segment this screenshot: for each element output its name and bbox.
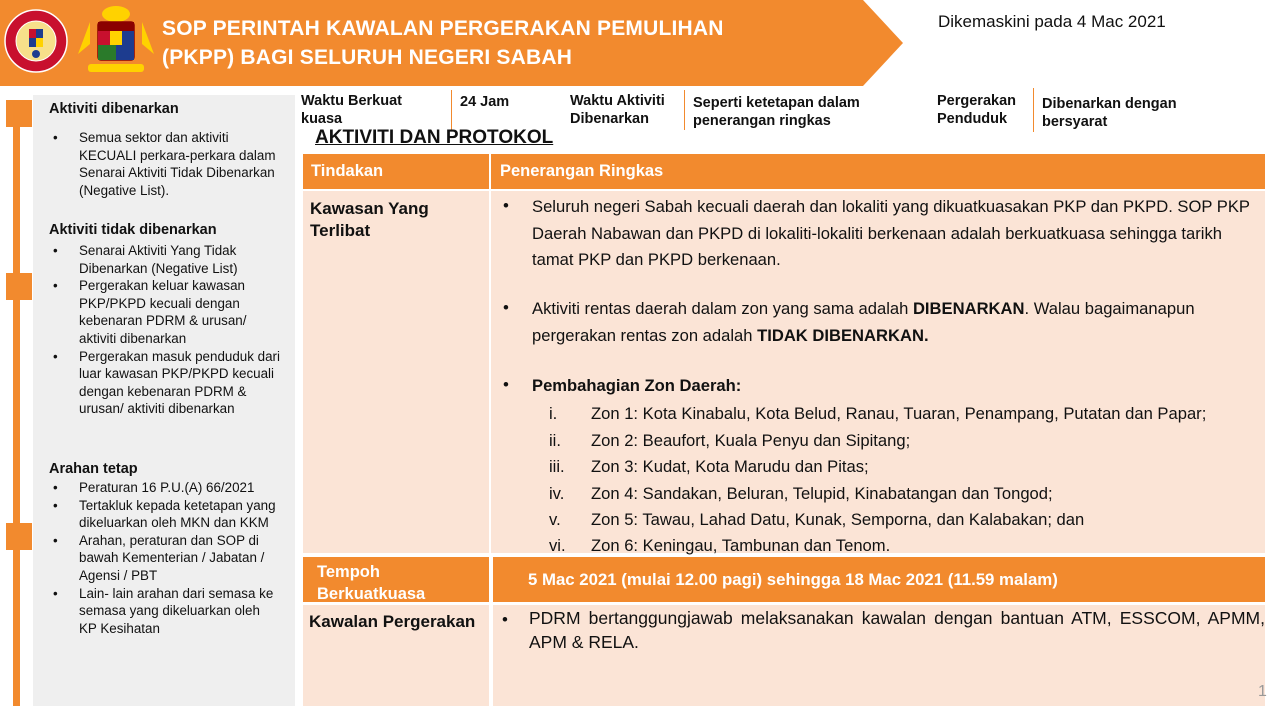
zone-text: Zon 1: Kota Kinabalu, Kota Belud, Ranau, Tuaran, Penampang, Putatan dan Papar; — [591, 404, 1207, 423]
pergerakan-label: Pergerakan Penduduk — [937, 93, 1016, 127]
waktu-aktiviti-value: Seperti ketetapan dalam penerangan ringkas — [693, 95, 860, 129]
timeline-line — [13, 100, 20, 706]
bullet: • — [503, 196, 509, 215]
waktu-berkuat-label: Waktu Berkuat kuasa — [301, 93, 402, 127]
timeline-marker-1 — [6, 100, 32, 127]
bullet: • — [502, 610, 508, 629]
table-header-row — [303, 154, 1265, 189]
section-title: AKTIVITI DAN PROTOKOL — [315, 127, 554, 148]
zone-text: Zon 3: Kudat, Kota Marudu dan Pitas; — [591, 457, 869, 476]
text-part: Aktiviti rentas daerah dalam zon yang sama adalah — [532, 299, 913, 318]
waktu-berkuat-value: 24 Jam — [460, 94, 510, 110]
pergerakan-value: Dibenarkan dengan bersyarat — [1042, 96, 1177, 130]
last-updated-text: Dikemaskini pada 4 Mac 2021 — [938, 12, 1166, 31]
coat-of-arms-logo — [74, 4, 158, 78]
bullet: • — [503, 298, 509, 317]
sidebar-section3-title: Arahan tetap — [49, 461, 138, 477]
list-item: • Peraturan 16 P.U.(A) 66/2021 — [49, 479, 281, 497]
timeline-marker-3 — [6, 523, 32, 550]
nsc-logo — [4, 7, 68, 75]
zone-text: Zon 2: Beaufort, Kuala Penyu dan Sipitang; — [591, 431, 911, 450]
timeline-marker-2 — [6, 273, 32, 300]
zone-text: Zon 6: Keningau, Tambunan dan Tenom. — [591, 536, 891, 555]
waktu-aktiviti-label: Waktu Aktiviti Dibenarkan — [570, 93, 665, 127]
sidebar-section3-list — [49, 479, 281, 637]
bullet: • — [503, 375, 509, 394]
table-header-divider — [489, 154, 491, 189]
row3-bullet-text: PDRM bertanggungjawab melaksanakan kawalan dengan bantuan ATM, ESSCOM, APMM, APM & RELA. — [529, 608, 1265, 652]
sidebar-section2-list — [49, 242, 281, 418]
text-part: . Walau bagaimanapun pergerakan rentas zon adalah — [532, 299, 1195, 345]
zone-number: v. — [549, 510, 561, 529]
list-item: • Semua sektor dan aktiviti KECUALI perkara-perkara dalam Senarai Aktiviti Tidak Dibenarkan (Negative List). — [49, 129, 281, 199]
strip-separator — [1033, 88, 1034, 132]
list-item: • Senarai Aktiviti Yang Tidak Dibenarkan (Negative List) — [49, 242, 281, 277]
strip-separator — [684, 90, 685, 130]
header-banner — [0, 0, 905, 86]
bold-text: TIDAK DIBENARKAN. — [757, 325, 929, 345]
row-label-kawalan: Kawalan Pergerakan — [309, 612, 476, 631]
table-divider — [489, 605, 493, 706]
tempoh-value: 5 Mac 2021 (mulai 12.00 pagi) sehingga 18 Mac 2021 (11.59 malam) — [493, 557, 1265, 602]
zone-number: iv. — [549, 484, 565, 503]
bold-text: DIBENARKAN — [912, 299, 1025, 318]
list-item: • Pergerakan keluar kawasan PKP/PKPD kecuali dengan kebenaran PDRM & urusan/ aktiviti dibenarkan — [49, 277, 281, 347]
title-line-2: (PKPP) BAGI SELURUH NEGERI SABAH — [162, 46, 573, 69]
sidebar-section1-title: Aktiviti dibenarkan — [49, 101, 179, 117]
row1-bullet1-text: Seluruh negeri Sabah kecuali daerah dan lokaliti yang dikuatkuasakan PKP dan PKPD. SOP PKP Daerah Nabawan dan PKPD di lokaliti-lokaliti berkenaan adalah berkuatkuasa sehingga tarikh tamat PKP dan PKPD berkenaan. — [532, 197, 1250, 269]
table-header-penerangan: Penerangan Ringkas — [500, 162, 664, 180]
table-divider — [489, 191, 491, 553]
zone-number: i. — [549, 404, 558, 423]
sidebar-section2-title: Aktiviti tidak dibenarkan — [49, 222, 217, 238]
tempoh-label: Tempoh Berkuatkuasa — [303, 557, 489, 602]
list-item: • Arahan, peraturan dan SOP di bawah Kementerian / Jabatan / Agensi / PBT — [49, 532, 281, 585]
zone-number: iii. — [549, 457, 565, 476]
list-item: • Tertakluk kepada ketetapan yang dikeluarkan oleh MKN dan KKM — [49, 497, 281, 532]
zone-text: Zon 5: Tawau, Lahad Datu, Kunak, Semporna, dan Kalabakan; dan — [591, 510, 1085, 529]
table-header-tindakan: Tindakan — [311, 162, 384, 180]
zone-number: vi. — [549, 536, 566, 555]
row1-bullet3-title: Pembahagian Zon Daerah: — [532, 376, 742, 395]
sidebar-panel — [33, 95, 295, 706]
zone-number: ii. — [549, 431, 561, 450]
title-line-1: SOP PERINTAH KAWALAN PERGERAKAN PEMULIHAN — [162, 17, 724, 40]
row-label-kawasan: Kawasan Yang Terlibat — [310, 199, 429, 240]
list-item: • Lain- lain arahan dari semasa ke semasa yang dikeluarkan oleh KP Kesihatan — [49, 585, 281, 638]
page-number: 1 — [1258, 683, 1267, 700]
strip-separator — [451, 90, 452, 130]
list-item: • Pergerakan masuk penduduk dari luar kawasan PKP/PKPD kecuali dengan kebenaran PDRM & urusan/ aktiviti dibenarkan — [49, 348, 281, 418]
page-title — [162, 14, 724, 72]
row1-bullet2-text — [532, 296, 1252, 349]
zone-text: Zon 4: Sandakan, Beluran, Telupid, Kinabatangan dan Tongod; — [591, 484, 1053, 503]
sidebar-section1-list — [49, 129, 281, 199]
